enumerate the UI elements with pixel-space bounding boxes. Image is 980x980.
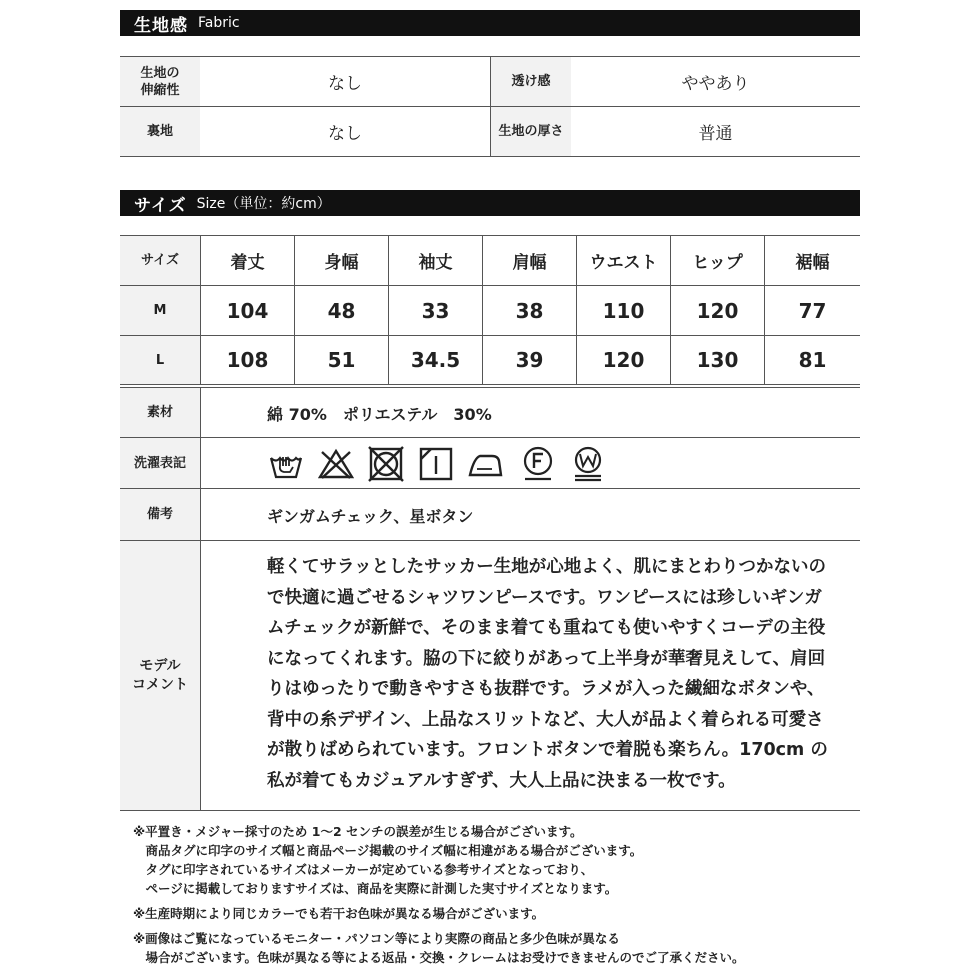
stretch-value: なし (328, 74, 362, 94)
size-cell: 77 (798, 298, 827, 323)
fabric-section-header (120, 10, 860, 36)
fabric-title: 生地感 (134, 15, 188, 36)
size-section-header (120, 190, 860, 216)
footnote-line: タグに印字されているサイズはメーカーが定めている参考サイズとなっており、 (133, 862, 594, 877)
no-tumble-dry-icon (368, 446, 404, 482)
footnote-measurement (133, 822, 642, 898)
size-cell: M (153, 303, 167, 318)
size-cell: 104 (226, 298, 269, 323)
notes-value: ギンガムチェック、星ボタン (267, 507, 474, 526)
size-cell: 51 (327, 348, 356, 372)
size-cell: 120 (602, 348, 645, 372)
size-cell: 38 (515, 298, 544, 323)
comment-line: 背中の糸デザイン、上品なスリットなど、大人が品よく着られる可愛さ (267, 709, 824, 730)
size-header: ウエスト (589, 253, 658, 273)
no-bleach-icon (318, 446, 354, 482)
comment-line: 私が着てもカジュアルすぎず、大人上品に決まる一枚です。 (267, 770, 736, 791)
footnote-line: ※平置き・メジャー採寸のため 1〜2 センチの誤差が生じる場合がございます。 (133, 824, 583, 839)
footnote-monitor (133, 929, 745, 967)
comment-line: が散りばめられています。フロントボタンで着脱も楽ちん。170cm の (267, 740, 828, 760)
stretch-label: 生地の 伸縮性 (140, 65, 180, 98)
size-title: サイズ (134, 195, 187, 216)
hand-wash-icon (268, 446, 304, 482)
fabric-title-en: Fabric (198, 15, 240, 31)
comment-line: になってくれます。脇の下に絞りがあって上半身が華奢見えして、肩回 (267, 648, 826, 669)
comment-line: りはゆったりで動きやすさも抜群です。ラメが入った繊細なボタンや、 (267, 679, 825, 699)
iron-low-icon (468, 446, 504, 482)
material-label: 素材 (146, 405, 173, 420)
material-value: 綿 70% ポリエステル 30% (267, 405, 492, 424)
thickness-label: 生地の厚さ (498, 124, 564, 139)
dry-clean-f-icon (520, 446, 556, 482)
sheer-label: 透け感 (511, 74, 551, 89)
lining-value: なし (328, 124, 362, 144)
size-cell: 39 (515, 348, 544, 372)
size-cell: 33 (421, 298, 450, 323)
footnote-line: ページに掲載しておりますサイズは、商品を実際に計測した実寸サイズとなります。 (133, 881, 618, 896)
care-label: 洗濯表記 (133, 455, 186, 471)
wet-clean-w-icon (570, 446, 606, 482)
size-header: 着丈 (230, 253, 265, 273)
size-cell: 110 (602, 298, 645, 323)
size-header: 袖丈 (418, 253, 453, 273)
size-header: ヒップ (692, 253, 743, 273)
size-cell: 130 (696, 348, 739, 372)
comment-line: 軽くてサラッとしたサッカー生地が心地よく、肌にまとわりつかないの (267, 557, 826, 577)
notes-label: 備考 (146, 507, 173, 522)
footnote-line: 商品タグに印字のサイズ幅と商品ページ掲載のサイズ幅に相違がある場合がございます。 (133, 843, 643, 858)
size-header: 身幅 (324, 253, 359, 273)
size-cell: 48 (327, 298, 356, 323)
size-header: 肩幅 (512, 253, 547, 273)
model-comment (267, 552, 852, 796)
footnote-line: ※生産時期により同じカラーでも若干お色味が異なる場合がございます。 (133, 906, 545, 921)
size-header: サイズ (141, 253, 179, 268)
line-dry-shade-icon (418, 446, 454, 482)
footnote-color-variation (133, 904, 544, 923)
footnote-line: ※画像はご覧になっているモニター・パソコン等により実際の商品と多少色味が異なる (133, 931, 620, 946)
size-header: 裾幅 (795, 253, 830, 273)
sheer-value: ややあり (681, 74, 750, 94)
size-cell: 81 (798, 348, 827, 372)
size-cell: 108 (226, 348, 269, 372)
footnote-line: 場合がございます。色味が異なる等による返品・交換・クレームはお受けできませんのでご了承ください。 (133, 950, 745, 965)
size-cell: 120 (696, 298, 739, 323)
comment-label: モデル コメント (132, 657, 188, 693)
size-cell: L (155, 352, 165, 368)
lining-label: 裏地 (146, 124, 173, 139)
size-title-en: Size（単位：約cm） (196, 196, 331, 212)
comment-line: ムチェックが新鮮で、そのまま着ても重ねても使いやすくコーデの主役 (267, 618, 826, 638)
size-cell: 34.5 (410, 348, 461, 372)
comment-line: で快適に過ごせるシャツワンピースです。ワンピースには珍しいギンガ (267, 587, 822, 608)
thickness-value: 普通 (698, 124, 733, 144)
